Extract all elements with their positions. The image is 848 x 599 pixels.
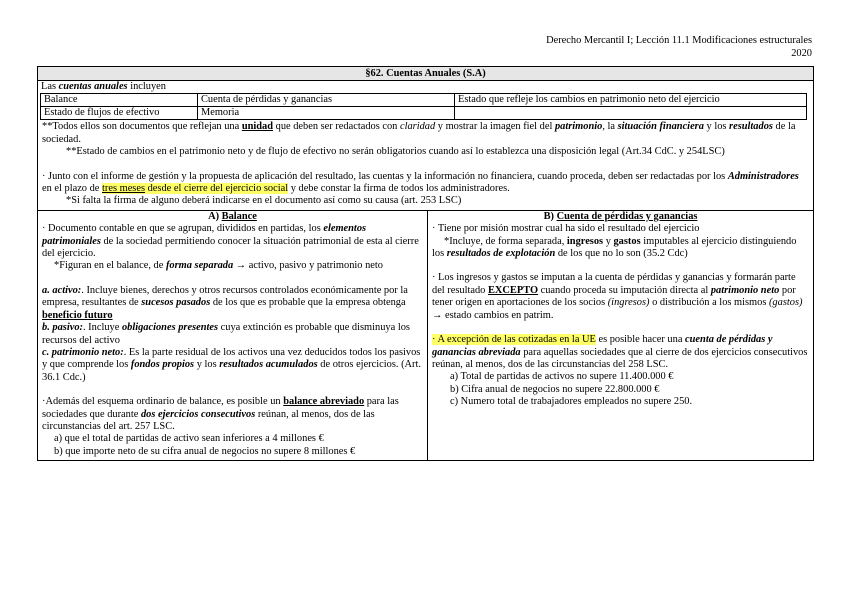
paragraph-deadline: · Junto con el informe de gestión y la propuesta de aplicación del resultado, las cuentas y la información no financiera, cuando proceda, deben ser redactadas por los Administradores en el plazo de tres meses desde el cierre del ejercicio social y debe constar la firma de todos los administradores. [42,170,799,195]
pyg-imputation: · Los ingresos y gastos se imputan a la cuenta de pérdidas y ganancias y formarán parte del resultado EXCEPTO cuando proceda su imputación directa al patrimonio neto por tener origen en aportaciones de los socios (ingresos) o distribución a los mismos (gastos) → estado cambios en patrim. [432,272,803,321]
abbreviated-balance: ·Además del esquema ordinario de balance, es posible un balance abreviado para las sociedades que durante dos ejercicios consecutivos reúnan, al menos, dos de las circunstancias del art. 257 LSC. [42,396,399,432]
pasivo-definition: b. pasivo:. Incluye obligaciones presentes cuya extinción es probable que disminuya los recursos del activo [42,322,410,346]
list-item: a) Total de partidas de activos no supere 11.400.000 € [450,371,674,383]
patrimonio-neto-definition: c. patrimonio neto:. Es la parte residual de los activos una vez deducidos todos los pasivos y que comprende los fondos propios y los resultados acumulados de otros ejercicios. (Art. 36.1 Cdc.) [42,346,421,383]
list-item: c) Numero total de trabajadores empleados no supere 250. [450,396,693,408]
pyg-conditions-list [432,371,809,408]
table-cell: Estado que refleje los cambios en patrimonio neto del ejercicio [455,94,807,107]
balance-heading: A) Balance [208,210,257,222]
pyg-heading: B) Cuenta de pérdidas y ganancias [543,210,698,222]
annual-accounts-table [40,93,807,120]
table-cell [455,107,807,120]
note-signature: *Si falta la firma de alguno deberá indicarse en el documento así como su causa (art. 253 LSC) [66,195,462,207]
section-title: §62. Cuentas Anuales (S.A) [38,67,813,81]
intro-line: Las cuentas anuales incluyen [41,81,166,92]
note-optional-statements: **Estado de cambios en el patrimonio neto y de flujo de efectivo no serán obligatorios cuando así lo establezca una disposición legal (Art.34 CdC. y 254LSC) [66,146,725,158]
notes-block [38,120,813,209]
pyg-content: *Incluye, de forma separada, ingresos y gastos imputables al ejercicio distinguiendo los resultados de explotación de los que no lo son (35.2 Cdc) [432,235,797,260]
list-item: b) que importe neto de su cifra anual de negocios no supere 8 millones € [54,445,356,457]
table-cell: Estado de flujos de efectivo [41,107,198,120]
page-header [546,34,812,60]
table-cell: Memoria [198,107,455,120]
two-column-section [38,210,813,460]
pyg-purpose: · Tiene por misión mostrar cual ha sido el resultado del ejercicio [432,223,700,235]
note-unity: **Todos ellos son documentos que reflejan una unidad que deben ser redactados con claridad y mostrar la imagen fiel del patrimonio, la situación financiera y los resultados de la sociedad. [42,121,796,145]
header-course: Derecho Mercantil I; Lección 11.1 Modificaciones estructurales [546,35,812,46]
table-row [41,94,807,107]
balance-conditions-list [42,433,423,458]
list-item: a) que el total de partidas de activo sean inferiores a 4 millones € [54,433,324,445]
table-row [41,107,807,120]
list-item: b) Cifra anual de negocios no supere 22.800.000 € [450,383,660,395]
abbreviated-pyg: · A excepción de las cotizadas en la UE es posible hacer una cuenta de pérdidas y ganancias abreviada para aquellas sociedades que al cierre de dos ejercicios consecutivos reúnan, al menos, dos de las circunstancias del 258 LSC. [432,334,808,370]
balance-column [38,211,428,460]
content-box [37,66,814,461]
table-cell: Cuenta de pérdidas y ganancias [198,94,455,107]
pyg-column [428,211,813,460]
activo-definition: a. activo:. Incluye bienes, derechos y otros recursos controlados económicamente por la empresa, resultantes de sucesos pasados de los que es probable que la empresa obtenga beneficio futuro [42,284,408,321]
balance-structure: *Figuran en el balance, de forma separada → activo, pasivo y patrimonio neto [54,260,383,272]
header-year: 2020 [791,48,812,59]
balance-definition: · Documento contable en que se agrupan, divididos en partidas, los elementos patrimoniales de la sociedad permitiendo conocer la situación patrimonial de esta al cierre del ejercicio. [42,223,419,260]
table-cell: Balance [41,94,198,107]
